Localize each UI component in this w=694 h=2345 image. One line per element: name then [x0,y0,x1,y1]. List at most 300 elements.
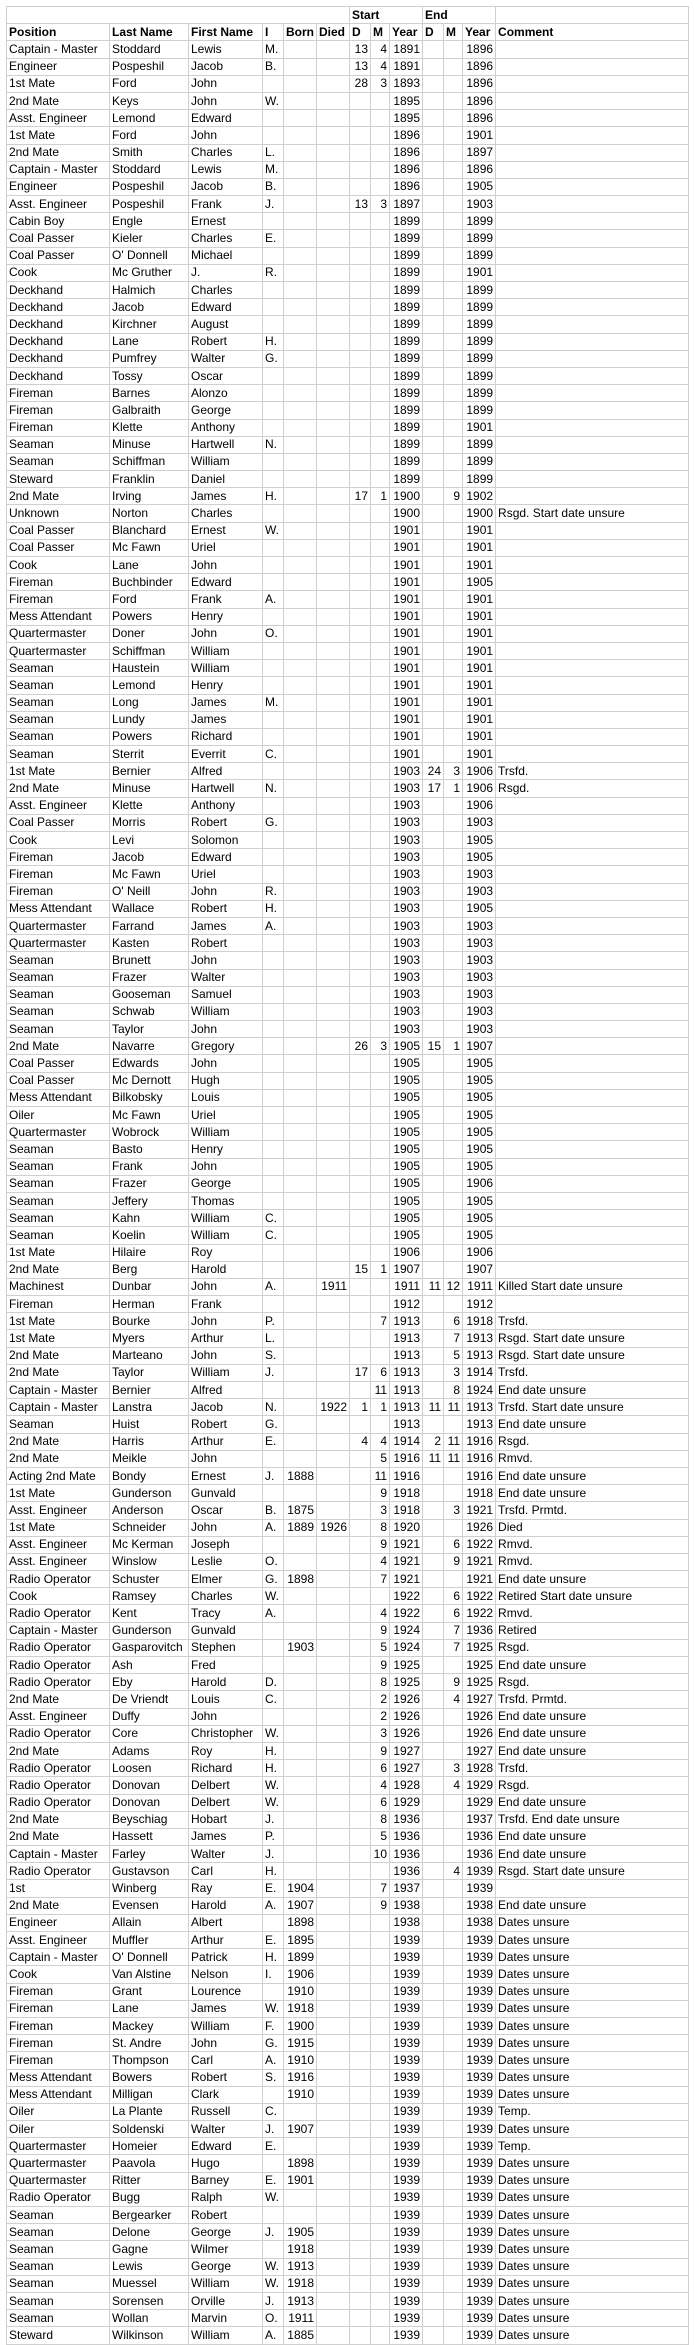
cell-start-day[interactable] [350,2138,371,2155]
cell-initial[interactable]: J. [263,2224,284,2241]
table-row[interactable] [7,1038,689,1055]
table-row[interactable] [7,1450,689,1467]
cell-start-year[interactable]: 1903 [390,1003,423,1020]
cell-position[interactable]: Steward [7,2327,110,2344]
cell-position[interactable]: Coal Passer [7,539,110,556]
cell-end-day[interactable] [423,917,444,934]
cell-end-day[interactable] [423,2138,444,2155]
cell-start-day[interactable] [350,110,371,127]
cell-start-year[interactable]: 1936 [390,1828,423,1845]
cell-born[interactable] [284,247,317,264]
cell-start-day[interactable] [350,625,371,642]
cell-comment[interactable] [496,1038,689,1055]
cell-start-day[interactable] [350,2275,371,2292]
cell-position[interactable]: Seaman [7,2292,110,2309]
table-row[interactable] [7,350,689,367]
table-row[interactable] [7,1210,689,1227]
cell-start-day[interactable] [350,1450,371,1467]
cell-start-day[interactable]: 26 [350,1038,371,1055]
cell-start-month[interactable] [371,436,390,453]
cell-end-month[interactable] [444,694,463,711]
cell-start-year[interactable]: 1901 [390,746,423,763]
cell-end-year[interactable]: 1897 [463,144,496,161]
cell-end-day[interactable]: 17 [423,780,444,797]
cell-start-day[interactable] [350,883,371,900]
cell-end-day[interactable] [423,282,444,299]
cell-comment[interactable] [496,247,689,264]
cell-last-name[interactable]: Anderson [110,1502,189,1519]
cell-start-year[interactable]: 1913 [390,1313,423,1330]
cell-initial[interactable]: N. [263,1399,284,1416]
cell-initial[interactable] [263,866,284,883]
cell-last-name[interactable]: Pospeshil [110,178,189,195]
table-row[interactable] [7,1003,689,1020]
cell-end-month[interactable] [444,299,463,316]
cell-first-name[interactable]: Hugh [189,1072,263,1089]
cell-end-year[interactable]: 1939 [463,2103,496,2120]
cell-end-day[interactable]: 2 [423,1433,444,1450]
cell-born[interactable] [284,350,317,367]
cell-position[interactable]: Seaman [7,711,110,728]
cell-start-month[interactable] [371,900,390,917]
cell-end-month[interactable] [444,1244,463,1261]
cell-last-name[interactable]: Mc Fawn [110,1107,189,1124]
cell-initial[interactable]: J. [263,2121,284,2138]
cell-start-month[interactable]: 3 [371,1502,390,1519]
cell-born[interactable] [284,539,317,556]
cell-last-name[interactable]: Mc Fawn [110,866,189,883]
cell-born[interactable] [284,591,317,608]
cell-comment[interactable] [496,1192,689,1209]
cell-end-day[interactable] [423,1914,444,1931]
cell-born[interactable]: 1913 [284,2258,317,2275]
cell-initial[interactable]: C. [263,1691,284,1708]
cell-initial[interactable]: E. [263,1433,284,1450]
cell-comment[interactable]: Rsgd. Start date unsure [496,505,689,522]
cell-first-name[interactable]: Alonzo [189,385,263,402]
cell-comment[interactable] [496,1021,689,1038]
cell-died[interactable] [317,1485,350,1502]
cell-start-year[interactable]: 1913 [390,1382,423,1399]
cell-born[interactable] [284,1330,317,1347]
cell-end-month[interactable]: 12 [444,1278,463,1295]
cell-born[interactable] [284,1175,317,1192]
cell-died[interactable] [317,178,350,195]
cell-died[interactable] [317,2086,350,2103]
table-row[interactable] [7,660,689,677]
cell-start-day[interactable] [350,797,371,814]
cell-died[interactable] [317,1330,350,1347]
cell-end-year[interactable]: 1906 [463,797,496,814]
cell-died[interactable] [317,1725,350,1742]
table-row[interactable] [7,2069,689,2086]
cell-start-year[interactable]: 1927 [390,1760,423,1777]
cell-first-name[interactable]: Arthur [189,1433,263,1450]
cell-start-month[interactable]: 3 [371,1725,390,1742]
cell-position[interactable]: Captain - Master [7,1949,110,1966]
table-row[interactable] [7,1485,689,1502]
cell-end-month[interactable] [444,866,463,883]
cell-comment[interactable] [496,178,689,195]
cell-end-year[interactable]: 1902 [463,488,496,505]
cell-start-day[interactable] [350,1983,371,2000]
cell-start-day[interactable] [350,2155,371,2172]
cell-start-day[interactable] [350,591,371,608]
cell-start-month[interactable]: 9 [371,1742,390,1759]
cell-position[interactable]: Seaman [7,2207,110,2224]
cell-died[interactable] [317,1828,350,1845]
cell-end-month[interactable]: 11 [444,1433,463,1450]
cell-comment[interactable]: Rmvd. [496,1553,689,1570]
cell-born[interactable] [284,41,317,58]
cell-first-name[interactable]: Daniel [189,471,263,488]
cell-last-name[interactable]: Delone [110,2224,189,2241]
cell-died[interactable] [317,2275,350,2292]
table-row[interactable] [7,161,689,178]
cell-comment[interactable] [496,1089,689,1106]
cell-end-day[interactable] [423,178,444,195]
cell-position[interactable]: Fireman [7,1296,110,1313]
cell-first-name[interactable]: Robert [189,935,263,952]
cell-start-month[interactable] [371,1107,390,1124]
cell-end-year[interactable]: 1896 [463,161,496,178]
cell-end-year[interactable]: 1927 [463,1742,496,1759]
cell-last-name[interactable]: La Plante [110,2103,189,2120]
cell-start-day[interactable] [350,1382,371,1399]
cell-end-month[interactable]: 9 [444,1674,463,1691]
cell-initial[interactable] [263,316,284,333]
cell-end-year[interactable]: 1938 [463,1897,496,1914]
cell-end-day[interactable] [423,814,444,831]
cell-start-year[interactable]: 1939 [390,2207,423,2224]
cell-position[interactable]: Asst. Engineer [7,1708,110,1725]
cell-born[interactable] [284,1055,317,1072]
cell-end-day[interactable] [423,2069,444,2086]
cell-position[interactable]: Seaman [7,1021,110,1038]
cell-position[interactable]: Seaman [7,453,110,470]
cell-position[interactable]: Quartermaster [7,917,110,934]
cell-born[interactable] [284,2138,317,2155]
cell-died[interactable] [317,522,350,539]
cell-initial[interactable] [263,608,284,625]
cell-end-year[interactable]: 1903 [463,1021,496,1038]
cell-end-month[interactable] [444,419,463,436]
cell-start-day[interactable]: 13 [350,58,371,75]
cell-start-month[interactable] [371,866,390,883]
cell-first-name[interactable]: John [189,1313,263,1330]
cell-end-day[interactable] [423,1966,444,1983]
cell-end-day[interactable] [423,1897,444,1914]
cell-end-year[interactable]: 1905 [463,1089,496,1106]
cell-first-name[interactable]: Edward [189,574,263,591]
cell-died[interactable] [317,230,350,247]
cell-initial[interactable] [263,969,284,986]
cell-end-year[interactable]: 1899 [463,367,496,384]
cell-initial[interactable] [263,763,284,780]
cell-first-name[interactable]: George [189,1175,263,1192]
cell-position[interactable]: 1st [7,1880,110,1897]
cell-first-name[interactable]: George [189,2224,263,2241]
cell-start-day[interactable] [350,1296,371,1313]
cell-end-year[interactable]: 1899 [463,436,496,453]
cell-died[interactable] [317,1467,350,1484]
cell-end-month[interactable] [444,660,463,677]
cell-start-year[interactable]: 1903 [390,917,423,934]
cell-died[interactable] [317,385,350,402]
cell-comment[interactable] [496,1003,689,1020]
cell-start-month[interactable]: 6 [371,1794,390,1811]
cell-end-year[interactable]: 1939 [463,2292,496,2309]
cell-born[interactable] [284,2103,317,2120]
cell-first-name[interactable]: Orville [189,2292,263,2309]
cell-last-name[interactable]: Schneider [110,1519,189,1536]
cell-end-year[interactable]: 1901 [463,694,496,711]
table-row[interactable] [7,1708,689,1725]
cell-died[interactable] [317,1450,350,1467]
cell-born[interactable] [284,917,317,934]
cell-last-name[interactable]: Frazer [110,1175,189,1192]
cell-start-day[interactable] [350,935,371,952]
cell-end-day[interactable] [423,1485,444,1502]
table-row[interactable] [7,1089,689,1106]
table-row[interactable] [7,849,689,866]
cell-last-name[interactable]: Donovan [110,1794,189,1811]
cell-last-name[interactable]: Lemond [110,677,189,694]
cell-start-day[interactable]: 13 [350,41,371,58]
cell-first-name[interactable]: Christopher [189,1725,263,1742]
cell-start-year[interactable]: 1901 [390,642,423,659]
cell-start-year[interactable]: 1903 [390,969,423,986]
cell-born[interactable] [284,1089,317,1106]
cell-end-year[interactable]: 1901 [463,264,496,281]
table-row[interactable] [7,92,689,109]
cell-last-name[interactable]: Bourke [110,1313,189,1330]
cell-last-name[interactable]: Gasparovitch [110,1639,189,1656]
cell-initial[interactable] [263,677,284,694]
cell-initial[interactable]: J. [263,1467,284,1484]
cell-end-month[interactable] [444,1519,463,1536]
cell-end-year[interactable]: 1899 [463,282,496,299]
cell-first-name[interactable]: Robert [189,900,263,917]
cell-position[interactable]: 2nd Mate [7,1742,110,1759]
cell-last-name[interactable]: Mc Fawn [110,539,189,556]
cell-end-month[interactable] [444,1794,463,1811]
table-row[interactable] [7,367,689,384]
cell-start-month[interactable] [371,230,390,247]
cell-comment[interactable]: Dates unsure [496,2121,689,2138]
cell-start-month[interactable] [371,1416,390,1433]
cell-end-day[interactable] [423,1124,444,1141]
cell-first-name[interactable]: James [189,2000,263,2017]
cell-end-month[interactable] [444,797,463,814]
cell-start-year[interactable]: 1939 [390,2138,423,2155]
cell-end-year[interactable]: 1926 [463,1725,496,1742]
cell-start-month[interactable]: 4 [371,1553,390,1570]
table-row[interactable] [7,608,689,625]
cell-start-month[interactable] [371,763,390,780]
cell-start-month[interactable]: 3 [371,196,390,213]
cell-end-day[interactable] [423,746,444,763]
cell-born[interactable]: 1898 [284,1571,317,1588]
cell-born[interactable]: 1895 [284,1932,317,1949]
cell-last-name[interactable]: Loosen [110,1760,189,1777]
cell-start-month[interactable] [371,883,390,900]
cell-comment[interactable]: Dates unsure [496,1914,689,1931]
cell-last-name[interactable]: Muessel [110,2275,189,2292]
cell-start-year[interactable]: 1899 [390,367,423,384]
cell-end-year[interactable]: 1899 [463,299,496,316]
cell-start-month[interactable] [371,1210,390,1227]
cell-position[interactable]: 2nd Mate [7,780,110,797]
cell-last-name[interactable]: Wilkinson [110,2327,189,2344]
cell-end-day[interactable] [423,797,444,814]
cell-initial[interactable] [263,1485,284,1502]
cell-comment[interactable] [496,883,689,900]
cell-position[interactable]: 2nd Mate [7,1811,110,1828]
cell-end-day[interactable] [423,2172,444,2189]
cell-first-name[interactable]: Ernest [189,213,263,230]
cell-start-day[interactable] [350,1708,371,1725]
cell-start-month[interactable] [371,402,390,419]
cell-end-day[interactable] [423,2155,444,2172]
cell-start-month[interactable] [371,1055,390,1072]
cell-born[interactable]: 1906 [284,1966,317,1983]
cell-position[interactable]: Quartermaster [7,642,110,659]
table-row[interactable] [7,1227,689,1244]
table-row[interactable] [7,1742,689,1759]
cell-start-year[interactable]: 1905 [390,1124,423,1141]
table-row[interactable] [7,694,689,711]
table-row[interactable] [7,2241,689,2258]
cell-born[interactable] [284,333,317,350]
table-row[interactable] [7,2224,689,2241]
cell-comment[interactable] [496,866,689,883]
cell-end-day[interactable] [423,574,444,591]
cell-comment[interactable]: Rsgd. Start date unsure [496,1347,689,1364]
cell-born[interactable] [284,1811,317,1828]
cell-start-day[interactable] [350,505,371,522]
cell-start-day[interactable] [350,178,371,195]
cell-comment[interactable] [496,41,689,58]
cell-died[interactable] [317,763,350,780]
cell-comment[interactable] [496,282,689,299]
cell-start-year[interactable]: 1905 [390,1210,423,1227]
cell-died[interactable] [317,471,350,488]
cell-died[interactable] [317,1175,350,1192]
cell-start-day[interactable] [350,2310,371,2327]
cell-first-name[interactable]: Henry [189,1141,263,1158]
cell-end-year[interactable]: 1903 [463,866,496,883]
table-row[interactable] [7,1605,689,1622]
cell-start-month[interactable] [371,2275,390,2292]
cell-first-name[interactable]: Hartwell [189,780,263,797]
cell-start-month[interactable] [371,557,390,574]
cell-initial[interactable]: R. [263,264,284,281]
cell-born[interactable] [284,1433,317,1450]
cell-died[interactable] [317,144,350,161]
cell-end-year[interactable]: 1936 [463,1828,496,1845]
cell-initial[interactable]: B. [263,1502,284,1519]
cell-first-name[interactable]: Louis [189,1691,263,1708]
cell-died[interactable] [317,419,350,436]
cell-start-month[interactable] [371,2069,390,2086]
cell-start-month[interactable] [371,1966,390,1983]
cell-end-month[interactable] [444,2086,463,2103]
cell-end-month[interactable] [444,2172,463,2189]
cell-first-name[interactable]: Walter [189,2121,263,2138]
cell-end-year[interactable]: 1918 [463,1313,496,1330]
cell-initial[interactable] [263,419,284,436]
cell-last-name[interactable]: Lundy [110,711,189,728]
cell-comment[interactable]: End date unsure [496,1571,689,1588]
cell-comment[interactable]: Dates unsure [496,1983,689,2000]
cell-last-name[interactable]: Wollan [110,2310,189,2327]
cell-end-day[interactable] [423,1107,444,1124]
cell-last-name[interactable]: Stoddard [110,41,189,58]
cell-start-day[interactable] [350,660,371,677]
cell-position[interactable]: Seaman [7,986,110,1003]
table-row[interactable] [7,471,689,488]
cell-end-year[interactable]: 1903 [463,917,496,934]
cell-start-year[interactable]: 1905 [390,1055,423,1072]
cell-start-year[interactable]: 1899 [390,299,423,316]
cell-start-year[interactable]: 1899 [390,316,423,333]
cell-end-day[interactable] [423,1880,444,1897]
cell-died[interactable] [317,1760,350,1777]
cell-end-year[interactable]: 1916 [463,1467,496,1484]
cell-end-year[interactable]: 1913 [463,1399,496,1416]
cell-comment[interactable] [496,797,689,814]
cell-initial[interactable]: E. [263,230,284,247]
cell-end-year[interactable]: 1905 [463,1055,496,1072]
cell-initial[interactable] [263,557,284,574]
cell-comment[interactable]: Dates unsure [496,2052,689,2069]
cell-initial[interactable]: H. [263,488,284,505]
cell-first-name[interactable]: Marvin [189,2310,263,2327]
cell-position[interactable]: Cook [7,557,110,574]
cell-end-day[interactable] [423,1089,444,1106]
cell-position[interactable]: Deckhand [7,282,110,299]
cell-end-day[interactable] [423,1639,444,1656]
cell-end-month[interactable] [444,1742,463,1759]
cell-born[interactable] [284,505,317,522]
table-row[interactable] [7,625,689,642]
table-row[interactable] [7,2155,689,2172]
cell-start-month[interactable] [371,574,390,591]
cell-end-year[interactable]: 1901 [463,522,496,539]
cell-died[interactable] [317,436,350,453]
cell-last-name[interactable]: Hassett [110,1828,189,1845]
cell-born[interactable]: 1907 [284,2121,317,2138]
cell-born[interactable] [284,952,317,969]
cell-start-month[interactable] [371,505,390,522]
cell-died[interactable] [317,814,350,831]
cell-start-year[interactable]: 1939 [390,2241,423,2258]
cell-end-month[interactable] [444,1571,463,1588]
table-row[interactable] [7,797,689,814]
cell-initial[interactable] [263,1158,284,1175]
cell-first-name[interactable]: Ernest [189,1467,263,1484]
cell-born[interactable]: 1875 [284,1502,317,1519]
cell-born[interactable] [284,385,317,402]
table-row[interactable] [7,110,689,127]
cell-born[interactable]: 1910 [284,2052,317,2069]
cell-start-day[interactable] [350,1553,371,1570]
cell-comment[interactable] [496,728,689,745]
cell-died[interactable] [317,1949,350,1966]
cell-end-year[interactable]: 1929 [463,1794,496,1811]
cell-born[interactable] [284,1777,317,1794]
